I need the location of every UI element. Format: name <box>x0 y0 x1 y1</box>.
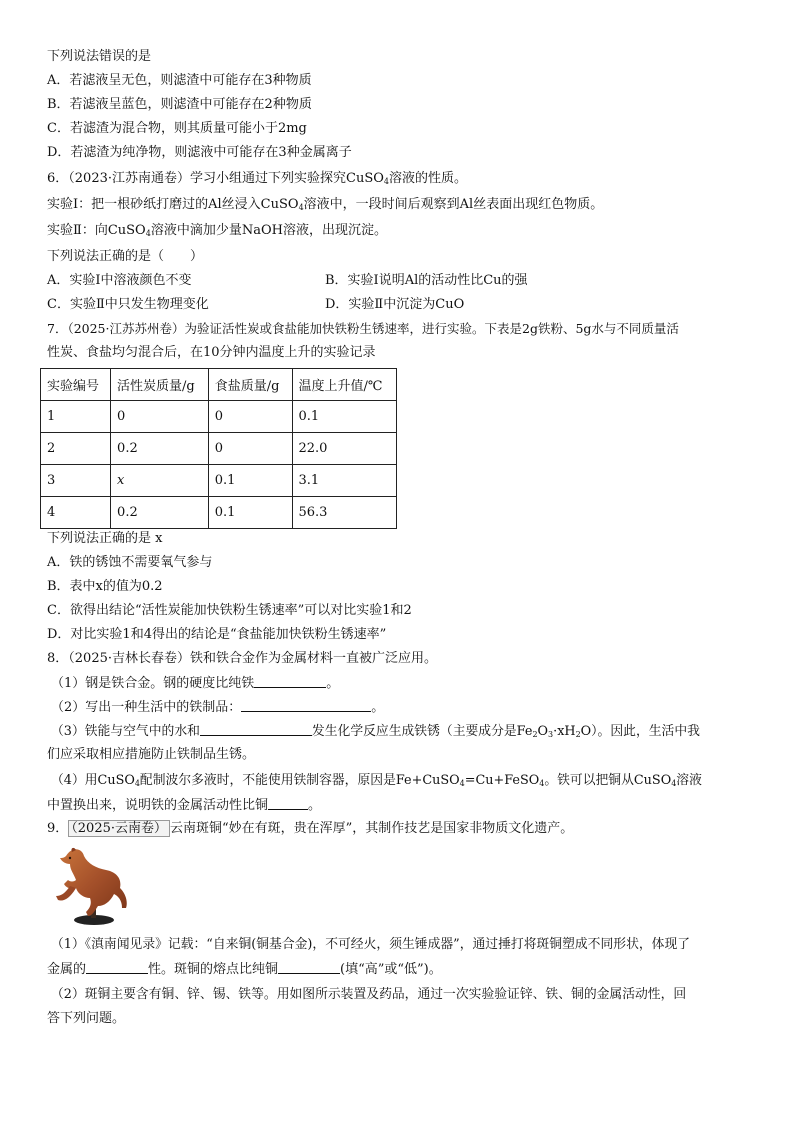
q6-option-d: D．实验Ⅱ中沉淀为CuO <box>325 297 465 312</box>
experiment-table <box>40 368 397 529</box>
table-header: 食盐质量/g <box>208 369 292 401</box>
period: 。 <box>308 798 322 813</box>
q8-part4-text: 中置换出来，说明铁的金属活动性比铜 <box>47 798 269 813</box>
q9-part2: （2）斑铜主要含有铜、锌、锡、铁等。用如图所示装置及药品，通过一次实验验证锌、铁、铜的金属活动性，回 <box>51 987 687 1002</box>
table-cell: 3 <box>41 465 111 497</box>
table-cell: 0.2 <box>111 497 209 529</box>
q8-part3-text: O <box>537 724 549 739</box>
q9-part1-text: 金属的 <box>47 962 87 977</box>
answer-blank[interactable] <box>200 722 312 736</box>
q6-option-a: A．实验Ⅰ中溶液颜色不变 <box>47 273 192 288</box>
table-cell: 0 <box>208 401 292 433</box>
table-cell: 0.1 <box>292 401 397 433</box>
q8-part1 <box>51 674 339 693</box>
answer-blank[interactable] <box>254 674 326 688</box>
q5-option-c: C．若滤渣为混合物，则其质量可能小于2mg <box>47 121 307 136</box>
subscript: 4 <box>383 177 389 186</box>
question-source: （2023·江苏南通卷） <box>68 171 190 186</box>
subscript: 4 <box>145 229 151 238</box>
q8-part3-text: ·xH <box>553 724 576 739</box>
answer-blank[interactable] <box>241 698 371 712</box>
subscript: 4 <box>671 779 677 788</box>
table-header: 实验编号 <box>41 369 111 401</box>
answer-blank[interactable] <box>86 960 148 974</box>
q9-stem-text: 云南斑铜“妙在有斑，贵在浑厚”，其制作技艺是国家非物质文化遗产。 <box>170 821 574 836</box>
q6-stem <box>47 170 467 188</box>
question-number: 6． <box>47 171 69 186</box>
table-cell: x <box>111 465 209 497</box>
q8-part3-text: 发生化学反应生成铁锈（主要成分是Fe <box>311 724 533 739</box>
table-cell: 0.1 <box>208 465 292 497</box>
table-cell: 0.1 <box>208 497 292 529</box>
table-header: 活性炭质量/g <box>111 369 209 401</box>
subscript: 4 <box>298 203 304 212</box>
q8-part4-text: 。铁可以把铜从CuSO <box>544 773 672 788</box>
table-cell: 3.1 <box>292 465 397 497</box>
table-cell: 2 <box>41 433 111 465</box>
q7-stem-line2: 性炭、食盐均匀混合后，在10分钟内温度上升的实验记录 <box>47 345 376 360</box>
answer-blank[interactable] <box>268 796 308 810</box>
q6-experiment-2 <box>47 222 387 240</box>
table-header-row <box>41 369 397 401</box>
q8-part4-text: =Cu+FeSO <box>464 773 540 788</box>
q8-part4 <box>51 772 702 790</box>
q7-ask: 下列说法正确的是 x <box>47 531 163 546</box>
exp1-text-end: 溶液中，一段时间后观察到Al丝表面出现红色物质。 <box>303 197 604 212</box>
q9-part1: （1）《滇南闻见录》记载：“自来铜(铜基合金)，不可经火，须生锤成器”，通过捶打将斑铜塑成不同形状，体现了 <box>51 937 691 952</box>
subscript: 4 <box>134 779 140 788</box>
q7-option-a: A．铁的锈蚀不需要氧气参与 <box>47 555 213 570</box>
q7-option-d: D．对比实验1和4得出的结论是“食盐能加快铁粉生锈速率” <box>47 627 387 642</box>
q8-part4-text: 溶液 <box>676 773 702 788</box>
exp1-text: 实验Ⅰ：把一根砂纸打磨过的Al丝浸入CuSO <box>47 197 299 212</box>
q7-stem-line1: 7．（2025·江苏苏州卷）为验证活性炭或食盐能加快铁粉生锈速率，进行实验。下表是2g铁粉、5g水与不同质量活 <box>47 321 679 336</box>
q8-part3-line2: 们应采取相应措施防止铁制品生锈。 <box>47 747 256 762</box>
table-cell: 0 <box>208 433 292 465</box>
table-cell: 1 <box>41 401 111 433</box>
answer-blank[interactable] <box>278 960 340 974</box>
subscript: 3 <box>548 730 554 739</box>
q5-option-a: A．若滤液呈无色，则滤渣中可能存在3种物质 <box>47 73 312 88</box>
table-row <box>41 433 397 465</box>
table-cell: 0.2 <box>111 433 209 465</box>
q9-part1-text: (填“高”或“低”)。 <box>340 962 442 977</box>
table-row <box>41 497 397 529</box>
period: 。 <box>371 700 385 715</box>
exp2-text: 实验Ⅱ：向CuSO <box>47 223 146 238</box>
table-cell: 56.3 <box>292 497 397 529</box>
table-row <box>41 401 397 433</box>
q6-stem-text-end: 溶液的性质。 <box>388 171 467 186</box>
subscript: 4 <box>459 779 465 788</box>
q8-part4-text: 配制波尔多液时，不能使用铁制容器，原因是Fe+CuSO <box>139 773 460 788</box>
table-row <box>41 465 397 497</box>
q7-option-c: C．欲得出结论“活性炭能加快铁粉生锈速率”可以对比实验1和2 <box>47 603 412 618</box>
q8-part1-text: （1）钢是铁合金。钢的硬度比纯铁 <box>51 676 255 691</box>
bronze-horse-image <box>48 842 140 930</box>
q8-part3-text: （3）铁能与空气中的水和 <box>51 724 200 739</box>
table-header: 温度上升值/℃ <box>292 369 397 401</box>
table-cell: 0 <box>111 401 209 433</box>
q5-ask: 下列说法错误的是 <box>47 49 152 64</box>
q6-option-c: C．实验Ⅱ中只发生物理变化 <box>47 297 209 312</box>
exp2-text-end: 溶液中滴加少量NaOH溶液，出现沉淀。 <box>150 223 387 238</box>
q9-part1-text: 性。斑铜的熔点比纯铜 <box>148 962 279 977</box>
table-cell: 22.0 <box>292 433 397 465</box>
q9-stem <box>47 820 573 838</box>
question-number: 9． <box>47 821 69 836</box>
question-source: （2025·云南卷） <box>68 820 170 837</box>
q8-part2-text: （2）写出一种生活中的铁制品： <box>51 700 242 715</box>
q6-option-b: B．实验Ⅰ说明Al的活动性比Cu的强 <box>325 273 528 288</box>
q6-stem-text: 学习小组通过下列实验探究CuSO <box>190 171 384 186</box>
q6-experiment-1 <box>47 196 603 214</box>
q5-option-b: B．若滤液呈蓝色，则滤渣中可能存在2种物质 <box>47 97 312 112</box>
q8-part4-text: （4）用CuSO <box>51 773 135 788</box>
q6-ask: 下列说法正确的是（ ） <box>47 249 204 264</box>
q8-part4-line2 <box>47 796 321 815</box>
q8-part3 <box>51 722 700 741</box>
q8-part2 <box>51 698 384 717</box>
q7-option-b: B．表中x的值为0.2 <box>47 579 163 594</box>
q8-stem: 8．（2025·吉林长春卷）铁和铁合金作为金属材料一直被广泛应用。 <box>47 651 437 666</box>
subscript: 2 <box>575 730 581 739</box>
period: 。 <box>326 676 340 691</box>
q8-part3-text: O）。因此，生活中我 <box>580 724 700 739</box>
q9-part1-line2 <box>47 960 442 979</box>
subscript: 2 <box>532 730 538 739</box>
q9-part2-line2: 答下列问题。 <box>47 1011 126 1026</box>
table-cell: 4 <box>41 497 111 529</box>
subscript: 4 <box>539 779 545 788</box>
q5-option-d: D．若滤渣为纯净物，则滤液中可能存在3种金属离子 <box>47 145 352 160</box>
